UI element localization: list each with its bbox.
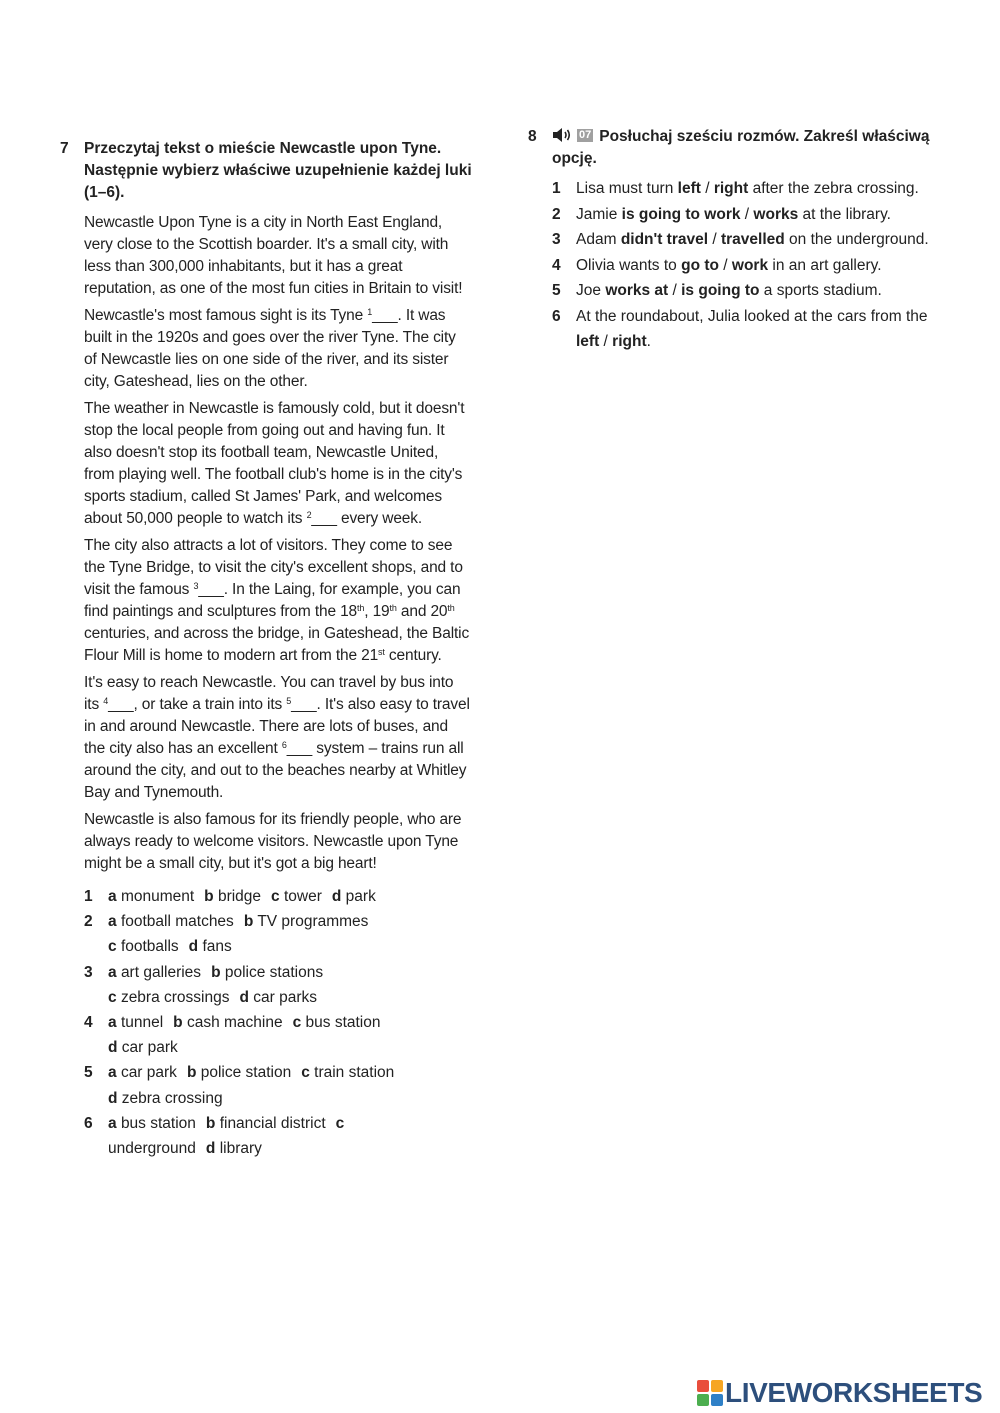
text-segment: Lisa must turn [576, 180, 678, 197]
logo-square [711, 1394, 723, 1406]
question-number [84, 1035, 108, 1060]
item-number: 6 [552, 307, 561, 325]
choice-text: police stations [224, 963, 324, 981]
task-instruction: Przeczytaj tekst o mieście Newcastle upon Tyne. Następnie wybierz właściwe uzupełnienie każdej luki (1–6). [84, 140, 472, 201]
logo-icon [697, 1380, 723, 1406]
text-segment: ___. It was built in the 1920s and goes over the river Tyne. The city of Newcastle lies on one side of the river, and its sister city, Gateshead, lies on the other. [84, 307, 456, 390]
task-8-header [528, 126, 938, 170]
choice-letter: d [239, 988, 249, 1006]
text-paragraph [84, 398, 472, 530]
choice-text: train station [314, 1064, 395, 1082]
question-number [84, 1086, 108, 1111]
superscript: 1 [367, 307, 373, 317]
choice-text: bridge [217, 888, 262, 905]
task-7-header [60, 138, 472, 204]
task-8 [528, 126, 938, 355]
text-segment: , 19 [364, 603, 390, 620]
text-segment: at the library. [798, 205, 891, 223]
liveworksheets-logo [697, 1376, 982, 1410]
task-7 [60, 138, 472, 1161]
task-number: 8 [528, 128, 537, 145]
logo-text: LIVEWORKSHEETS [725, 1377, 983, 1408]
question-number: 3 [84, 963, 93, 981]
choice-text: car parks [253, 988, 318, 1006]
text-segment: It's easy to reach Newcastle. You can travel by bus into its [84, 674, 454, 713]
choice-letter: a [108, 1064, 117, 1082]
choice-text: football matches [120, 913, 234, 931]
choice-letter: d [205, 1140, 216, 1158]
text-segment: The city also attracts a lot of visitors. They come to see the Tyne Bridge, to visit the city's excellent shops, and to visit the famous [84, 537, 463, 598]
option-row [84, 985, 472, 1010]
option-choice[interactable]: right [612, 333, 647, 350]
choice-letter: d [108, 1089, 118, 1107]
superscript: 6 [281, 740, 287, 750]
choice-text: cash machine [186, 1014, 283, 1032]
option-row [84, 1060, 472, 1085]
superscript: th [389, 603, 397, 613]
choice-letter: a [108, 963, 117, 981]
choice-text: zebra crossings [120, 988, 230, 1006]
text-segment: / [740, 205, 754, 223]
text-segment: ___, or take a train into its [108, 696, 287, 713]
superscript: 2 [306, 510, 312, 520]
text-paragraph [84, 305, 472, 393]
option-choices [108, 934, 472, 959]
option-choices [108, 1010, 472, 1035]
choice-text: fans [202, 938, 232, 956]
text-paragraph [84, 809, 472, 875]
choice-text: art galleries [120, 963, 202, 981]
text-segment: / [718, 256, 732, 274]
logo-square [697, 1380, 709, 1392]
item-text [576, 202, 938, 228]
listening-item [552, 227, 938, 253]
question-number: 5 [84, 1064, 93, 1082]
choice-letter: c [271, 888, 280, 905]
answer-options [84, 884, 472, 1161]
choice-text: police station [200, 1064, 292, 1082]
option-choices [108, 909, 472, 934]
listening-items [552, 176, 938, 355]
choice-letter: d [108, 1039, 118, 1057]
option-choice[interactable]: go to [681, 256, 719, 274]
listening-item [552, 278, 938, 304]
choice-letter: c [108, 938, 117, 956]
choice-text: footballs [120, 938, 179, 956]
option-row [84, 909, 472, 934]
text-segment: on the underground. [784, 231, 929, 248]
choice-letter: b [186, 1064, 197, 1082]
choice-text: TV programmes [257, 913, 369, 931]
option-row [84, 1136, 472, 1161]
item-number: 4 [552, 256, 561, 274]
choice-letter: b [205, 1114, 216, 1132]
choice-text: monument [120, 888, 195, 905]
option-choices [108, 960, 472, 985]
choice-letter: d [331, 888, 342, 905]
question-number [84, 985, 108, 1010]
option-row [84, 1035, 472, 1060]
task-instruction [552, 126, 938, 170]
speaker-icon[interactable] [552, 127, 593, 143]
listening-item [552, 176, 938, 202]
question-number: 4 [84, 1014, 93, 1032]
text-segment: ___. It's also easy to travel in and around Newcastle. There are lots of buses, and the city also has an excellent [84, 696, 470, 757]
choice-letter: c [335, 1114, 345, 1132]
superscript: 3 [193, 581, 199, 591]
text-segment: At the roundabout, Julia looked at the cars from the [576, 307, 928, 325]
option-choices [108, 985, 472, 1010]
option-row [84, 1111, 472, 1136]
text-segment: The weather in Newcastle is famously cold, but it doesn't stop the local people from going out and having fun. It also doesn't stop its football team, Newcastle United, from playing well. The football club's home is in the city's sports stadium, called St James' Park, and welcomes about 50,000 people to watch its [84, 400, 465, 527]
text-segment: Newcastle is also famous for its friendly people, who are always ready to welcome visitors. Newcastle upon Tyne might be a small city, but it's got a big heart! [84, 811, 462, 872]
option-choices [108, 1035, 472, 1060]
choice-letter: c [108, 988, 117, 1006]
track-number: 07 [579, 128, 592, 141]
choice-text: car park [120, 1064, 177, 1082]
choice-letter: b [211, 963, 221, 981]
option-row [84, 960, 472, 985]
text-paragraph [84, 672, 472, 804]
option-choice[interactable]: left [576, 333, 600, 350]
text-segment: / [599, 333, 613, 350]
logo-square [697, 1394, 709, 1406]
text-segment: a sports stadium. [759, 282, 882, 299]
option-choice[interactable]: left [677, 180, 701, 197]
text-segment: Newcastle's most famous sight is its Tyne [84, 307, 368, 324]
choice-letter: c [292, 1014, 302, 1032]
choice-text: tunnel [120, 1014, 164, 1032]
text-segment: Joe [576, 282, 606, 299]
text-segment: . [646, 333, 651, 350]
choice-letter: b [243, 913, 254, 931]
text-paragraph [84, 212, 472, 300]
item-number: 2 [552, 205, 561, 223]
option-row [84, 1010, 472, 1035]
option-choice[interactable]: is going to work [621, 205, 741, 223]
option-choices [108, 1060, 472, 1085]
choice-letter: c [301, 1064, 310, 1082]
option-choices [108, 1136, 472, 1161]
superscript: st [378, 647, 385, 657]
choice-text: car park [121, 1039, 178, 1057]
item-text [576, 227, 938, 253]
question-number [84, 1136, 108, 1161]
question-number: 2 [84, 913, 93, 931]
text-segment: ___ every week. [311, 510, 423, 527]
option-choice[interactable]: works at [605, 282, 669, 299]
listening-item [552, 202, 938, 228]
option-choices [108, 1111, 472, 1136]
task-number: 7 [60, 140, 69, 157]
option-choice[interactable]: is going to [681, 282, 760, 299]
choice-text: library [219, 1140, 262, 1158]
logo-square [711, 1380, 723, 1392]
choice-letter: a [108, 888, 117, 905]
option-choice[interactable]: works [753, 205, 799, 223]
option-choice[interactable]: didn't travel [620, 231, 709, 248]
question-number [84, 934, 108, 959]
choice-text: bus station [305, 1014, 381, 1032]
superscript: 4 [103, 696, 109, 706]
superscript: th [357, 603, 365, 613]
text-segment: Olivia wants to [576, 256, 682, 274]
item-text [576, 176, 938, 202]
superscript: th [447, 603, 455, 613]
option-row [84, 1086, 472, 1111]
text-segment: and 20 [396, 603, 448, 620]
text-paragraph [84, 535, 472, 667]
option-choices [108, 1086, 472, 1111]
choice-letter: a [108, 913, 117, 931]
option-row [84, 884, 472, 909]
item-text [576, 253, 938, 279]
option-choice[interactable]: right [713, 180, 749, 197]
item-text [576, 278, 938, 304]
listening-item [552, 253, 938, 279]
text-segment: ___. In the Laing, for example, you can find paintings and sculptures from the 18 [84, 581, 461, 620]
reading-text [84, 212, 472, 875]
text-segment: Adam [576, 231, 621, 248]
choice-letter: d [188, 938, 199, 956]
choice-letter: b [173, 1014, 183, 1032]
item-number: 1 [552, 180, 561, 197]
text-segment: / [668, 282, 682, 299]
item-number: 3 [552, 231, 561, 248]
choice-text: underground [108, 1140, 196, 1158]
option-choice[interactable]: work [731, 256, 769, 274]
task-instruction-text: Posłuchaj sześciu rozmów. Zakreśl właściwą opcję. [552, 128, 930, 167]
item-text [576, 304, 938, 355]
text-segment: Newcastle Upon Tyne is a city in North East England, very close to the Scottish boarder. It's a small city, with less than 300,000 inhabitants, but it has a great reputation, as one of the most fun cities in Britain to visit! [84, 214, 463, 297]
text-segment: Jamie [576, 205, 622, 223]
choice-text: park [345, 888, 376, 905]
choice-text: bus station [120, 1114, 196, 1132]
text-segment: in an art gallery. [768, 256, 882, 274]
superscript: 5 [286, 696, 292, 706]
text-segment: / [708, 231, 721, 248]
text-segment: after the zebra crossing. [748, 180, 919, 197]
choice-letter: a [108, 1014, 117, 1032]
choice-letter: b [204, 888, 214, 905]
item-number: 5 [552, 282, 561, 299]
question-number: 6 [84, 1114, 93, 1132]
choice-text: zebra crossing [121, 1089, 223, 1107]
text-segment: century. [384, 647, 442, 664]
question-number: 1 [84, 888, 93, 905]
text-segment: / [700, 180, 714, 197]
option-row [84, 934, 472, 959]
choice-letter: a [108, 1114, 117, 1132]
option-choices [108, 884, 472, 909]
listening-item [552, 304, 938, 355]
choice-text: financial district [219, 1114, 326, 1132]
text-segment: ___ system – trains run all around the city, and out to the beaches nearby at Whitley Bay and Tynemouth. [84, 740, 467, 801]
choice-text: tower [283, 888, 322, 905]
option-choice[interactable]: travelled [720, 231, 785, 248]
text-segment: centuries, and across the bridge, in Gateshead, the Baltic Flour Mill is home to modern art from the 21 [84, 625, 470, 664]
